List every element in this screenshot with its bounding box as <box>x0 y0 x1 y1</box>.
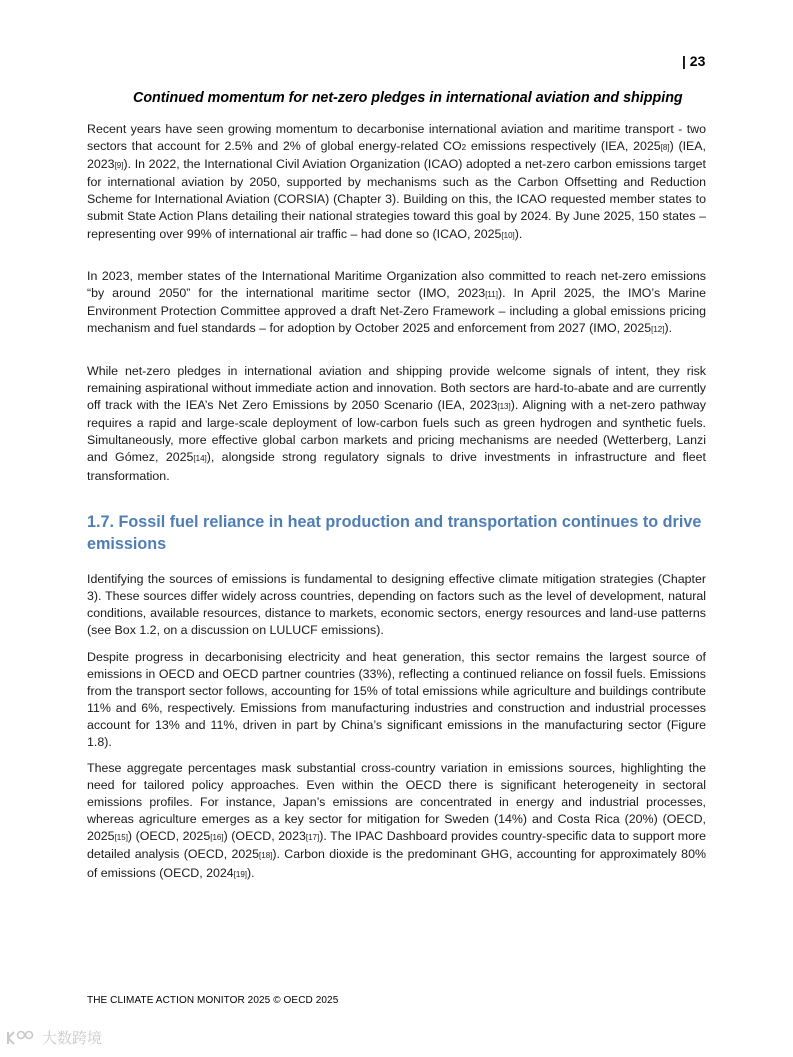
citation-ref-link[interactable]: [17] <box>305 833 320 843</box>
citation-ref-link[interactable]: [8] <box>660 143 670 153</box>
watermark <box>6 1027 102 1048</box>
subscript: 2 <box>461 143 467 153</box>
citation-ref-link[interactable]: [16] <box>210 833 224 843</box>
citation-ref-link[interactable]: [19] <box>233 869 248 879</box>
citation-ref-link[interactable]: [15] <box>114 833 128 843</box>
section-paragraph: These aggregate percentages mask substantial cross-country variation in emissions sources, highlighting the need for tailored policy approaches. Even within the OECD there is significant heterogeneity in sectoral emissions profiles. For instance, Japan’s emissions are concentrated in energy and industrial processes, whereas agriculture emerges as a key sector for mitigation for Sweden (14%) and Costa Rica (20%) (OECD, 2025[15]) (OECD, 2025[16]) (OECD, 2023[17]). The IPAC Dashboard provides country-specific data to support more detailed analysis (OECD, 2025[18]). Carbon dioxide is the predominant GHG, accounting for approximately 80% of emissions (OECD, 2024[19]). <box>87 761 706 880</box>
citation-ref-link[interactable]: [12] <box>651 325 665 335</box>
watermark-logo-icon <box>6 1030 36 1046</box>
section-paragraph: Despite progress in decarbonising electricity and heat generation, this sector remains the largest source of emissions in OECD and OECD partner countries (33%), reflecting a continued reliance on fossil fuels. Emissions from the transport sector follows, accounting for 15% of total emissions while agriculture and buildings contribute 11% and 6%, respectively. Emissions from manufacturing industries and construction and industrial processes account for 13% and 11%, driven in part by China’s significant emissions in the manufacturing sector (Figure 1.8). <box>87 650 706 750</box>
page-footer: THE CLIMATE ACTION MONITOR 2025 © OECD 2025 <box>87 995 339 1006</box>
citation-ref-link[interactable]: [13] <box>497 402 511 412</box>
citation-ref-link[interactable]: [14] <box>193 454 207 464</box>
page-number: | 23 <box>682 53 706 69</box>
citation-ref-link[interactable]: [18] <box>259 851 273 861</box>
citation-ref-link[interactable]: [9] <box>114 161 124 171</box>
citation-ref-link[interactable]: [11] <box>485 290 498 300</box>
citation-ref-link[interactable]: [10] <box>501 230 515 240</box>
box-paragraph: Recent years have seen growing momentum to decarbonise international aviation and maritime transport - two sectors that account for 2.5% and 2% of global energy-related CO2 emissions respectively (IEA, 2025[8]) (IEA, 2023[9]). In 2022, the International Civil Aviation Organization (ICAO) adopted a net-zero carbon emissions target for international aviation by 2050, supported by mechanisms such as the Carbon Offsetting and Reduction Scheme for International Aviation (CORSIA) (Chapter 3). Building on this, the ICAO requested member states to submit State Action Plans detailing their national strategies toward this goal by 2024. By June 2025, 150 states – representing over 99% of international air traffic – had done so (ICAO, 2025[10]). <box>87 122 706 241</box>
watermark-text: 大数跨境 <box>42 1030 103 1047</box>
box-paragraph: In 2023, member states of the International Maritime Organization also committed to reach net-zero emissions “by around 2050” for the international maritime sector (IMO, 2023[11]). In April 2025, the IMO’s Marine Environment Protection Committee approved a draft Net-Zero Framework – including a global emissions pricing mechanism and fuel standards – for adoption by October 2025 and enforcement from 2027 (IMO, 2025[12]). <box>87 269 706 336</box>
section-paragraph: Identifying the sources of emissions is fundamental to designing effective climate mitigation strategies (Chapter 3). These sources differ widely across countries, depending on factors such as the level of development, natural conditions, available resources, distance to markets, economic sectors, energy resources and land-use patterns (see Box 1.2, on a discussion on LULUCF emissions). <box>87 572 706 638</box>
section-heading: 1.7. Fossil fuel reliance in heat production and transportation continues to drive emissions <box>87 513 702 553</box>
box-paragraph: While net-zero pledges in international aviation and shipping provide welcome signals of intent, they risk remaining aspirational without immediate action and innovation. Both sectors are hard-to-abate and are currently off track with the IEA’s Net Zero Emissions by 2050 Scenario (IEA, 2023[13]). Aligning with a net-zero pathway requires a rapid and large-scale deployment of low-carbon fuels such as green hydrogen and synthetic fuels. Simultaneously, more effective global carbon markets and pricing mechanisms are needed (Wetterberg, Lanzi and Gómez, 2025[14]), alongside strong regulatory signals to drive investments in infrastructure and fleet transformation. <box>87 364 706 483</box>
box-title: Continued momentum for net-zero pledges in international aviation and shipping <box>133 90 683 106</box>
